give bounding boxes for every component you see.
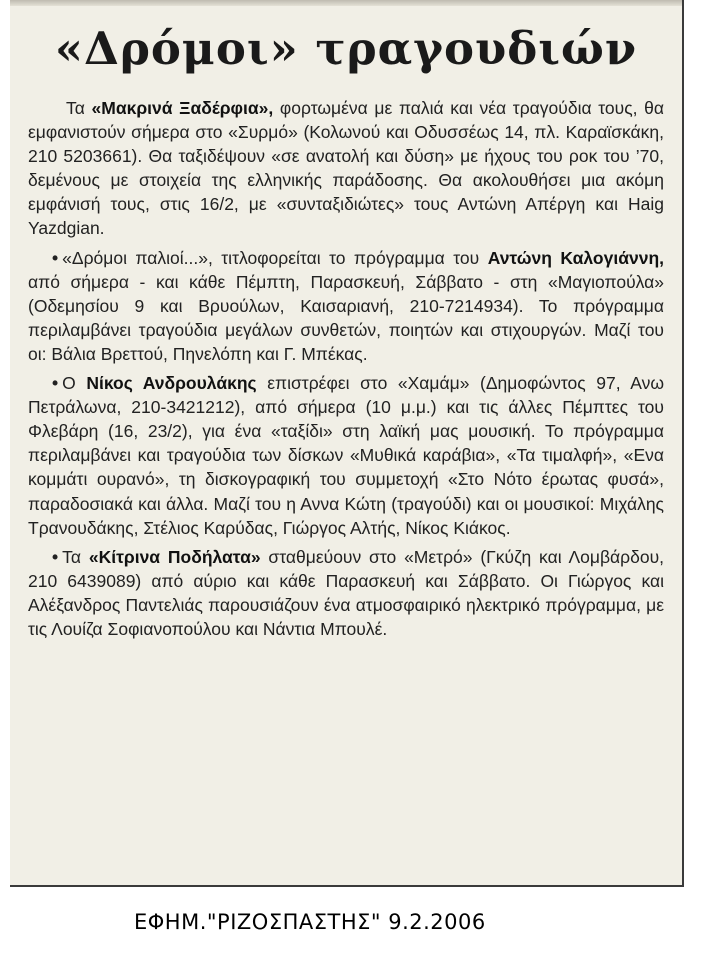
paragraph-text: «Δρόμοι παλιοί...», τιτλοφορείται το πρόγραμμα του bbox=[62, 247, 488, 268]
artist-name-bold: Νίκος Ανδρουλάκης bbox=[86, 373, 257, 394]
scan-edge-notch bbox=[0, 880, 10, 906]
band-name-bold: «Μακρινά Ξαδέρφια», bbox=[91, 98, 274, 118]
clipping-top-edge bbox=[10, 0, 682, 6]
newspaper-clipping bbox=[10, 0, 684, 887]
bullet-mark: • bbox=[52, 373, 59, 394]
paragraph-androulakis bbox=[28, 371, 664, 540]
bullet-mark: • bbox=[52, 546, 59, 567]
paragraph-text: Τα bbox=[66, 98, 92, 118]
paragraph-kitrina-podilata bbox=[28, 545, 664, 641]
paragraph-text: Ο bbox=[62, 373, 87, 394]
headline: «Δρόμοι» τραγουδιών bbox=[54, 22, 638, 75]
paragraph-text: επιστρέφει στο «Χαμάμ» (Δημοφώντος 97, Ανω Πετράλωνα, 210-3421212), από σήμερα (10 μ.μ.) και τις άλλες Πέμπτες του Φλεβάρη (16, 23/2), για ένα «ταξίδι» στη λαϊκή μας μουσική. Το πρόγραμμα περιλαμβάνει και τραγούδια των δίσκων «Μυθικά καράβια», «Τα τιμαλφή», «Ενα κομμάτι ουρανό», τη δισκογραφική του συμμετοχή «Στο Νότο έρωτας φυσά», παραδοσιακά και άλλα. Μαζί του η Αννα Κώτη (τραγούδι) και οι μουσικοί: Μιχάλης Τρανουδάκης, Στέλιος Καρύδας, Γιώργος Αλτής, Νίκος Κιάκος. bbox=[28, 373, 665, 538]
bullet-mark: • bbox=[52, 247, 59, 268]
article-body bbox=[28, 96, 664, 646]
paragraph-text: Τα bbox=[62, 546, 89, 567]
paragraph-makrina-xaderfia bbox=[28, 96, 664, 241]
paragraph-text: σταθμεύουν στο «Μετρό» (Γκύζη και Λομβάρδου, 210 6439089) από αύριο και κάθε Παρασκευή και Σάββατο. Οι Γιώργος και Αλέξανδρος Παντελιάς παρουσιάζουν ένα ατμοσφαιρικό ηλεκτρικό πρόγραμμα, με τις Λουίζα Σοφιανοπούλου και Νάντια Μπουλέ. bbox=[28, 546, 664, 639]
paragraph-text: από σήμερα - και κάθε Πέμπτη, Παρασκευή, Σάββατο - στη «Μαγιοπούλα» (Οδεμησίου 9 και Βρυούλων, Καισαριανή, 210-7214934). Το πρόγραμμα περιλαμβάνει τραγούδια μεγάλων συνθετών, ποιητών και στιχουργών. Μαζί του οι: Βάλια Βρεττού, Πηνελόπη και Γ. Μπέκας. bbox=[28, 271, 664, 364]
paragraph-text: φορτωμένα με παλιά και νέα τραγούδια τους, θα εμφανιστούν σήμερα στο «Συρμό» (Κολωνού και Οδυσσέως 14, πλ. Καραϊσκάκη, 210 5203661). Θα ταξιδέψουν «σε ανατολή και δύση» με ήχους του ροκ του ’70, δεμένους με στοιχεία της ελληνικής παράδοσης. Θα ακολουθήσει μια ακόμη εμφάνισή τους, στις 16/2, με «συνταξιδιώτες» τους Αντώνη Απέργη και Haig Yazdgian. bbox=[28, 98, 664, 239]
source-caption: ΕΦΗΜ."ΡΙΖΟΣΠΑΣΤΗΣ" 9.2.2006 bbox=[134, 910, 486, 934]
paragraph-kalogiannis bbox=[28, 246, 664, 366]
artist-name-bold: Αντώνη Καλογιάννη, bbox=[487, 247, 664, 268]
band-name-bold: «Κίτρινα Ποδήλατα» bbox=[88, 546, 261, 567]
